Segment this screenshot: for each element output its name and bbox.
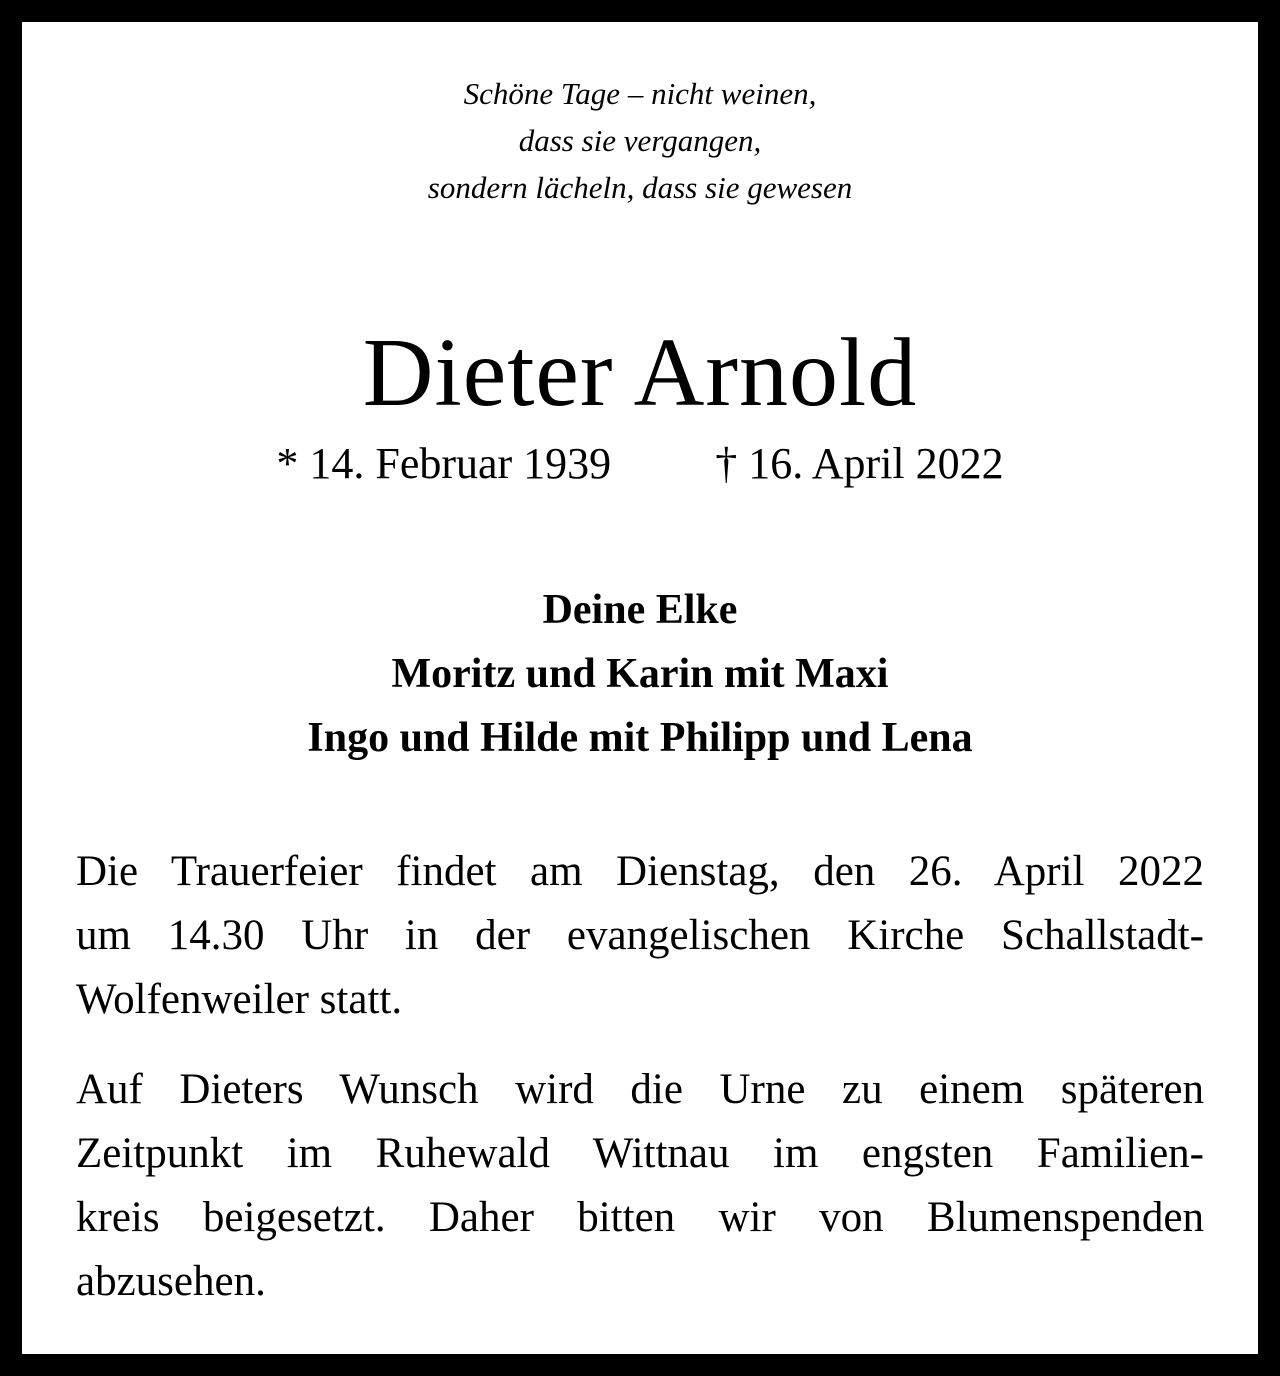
motto-line: dass sie vergangen, bbox=[518, 123, 762, 158]
urn-notice-line: kreis beigesetzt. Daher bitten wir von Blumenspenden bbox=[76, 1194, 1204, 1241]
funeral-notice bbox=[76, 840, 1204, 1032]
funeral-notice-line: Wolfenweiler statt. bbox=[76, 976, 403, 1023]
funeral-notice-line: um 14.30 Uhr in der evangelischen Kirche Schallstadt- bbox=[76, 912, 1204, 959]
mourners-list bbox=[22, 578, 1258, 770]
urn-notice-line: Zeitpunkt im Ruhewald Wittnau im engsten Familien- bbox=[76, 1130, 1204, 1177]
urn-notice bbox=[76, 1058, 1204, 1314]
mourner-line: Deine Elke bbox=[542, 587, 738, 633]
deceased-name: Dieter Arnold bbox=[362, 319, 918, 427]
urn-notice-line: Auf Dieters Wunsch wird die Urne zu einem späteren bbox=[76, 1066, 1204, 1113]
obituary-card bbox=[22, 22, 1258, 1354]
life-dates bbox=[22, 436, 1258, 492]
motto-verse bbox=[22, 70, 1258, 211]
urn-notice-line: abzusehen. bbox=[76, 1258, 266, 1305]
death-date: † 16. April 2022 bbox=[715, 439, 1004, 488]
mourner-line: Moritz und Karin mit Maxi bbox=[391, 651, 889, 697]
mourner-line: Ingo und Hilde mit Philipp und Lena bbox=[307, 715, 973, 761]
motto-line: Schöne Tage – nicht weinen, bbox=[463, 76, 817, 111]
funeral-notice-line: Die Trauerfeier findet am Dienstag, den 26. April 2022 bbox=[76, 848, 1204, 895]
motto-line: sondern lächeln, dass sie gewesen bbox=[427, 170, 853, 205]
birth-date: * 14. Februar 1939 bbox=[276, 439, 612, 488]
